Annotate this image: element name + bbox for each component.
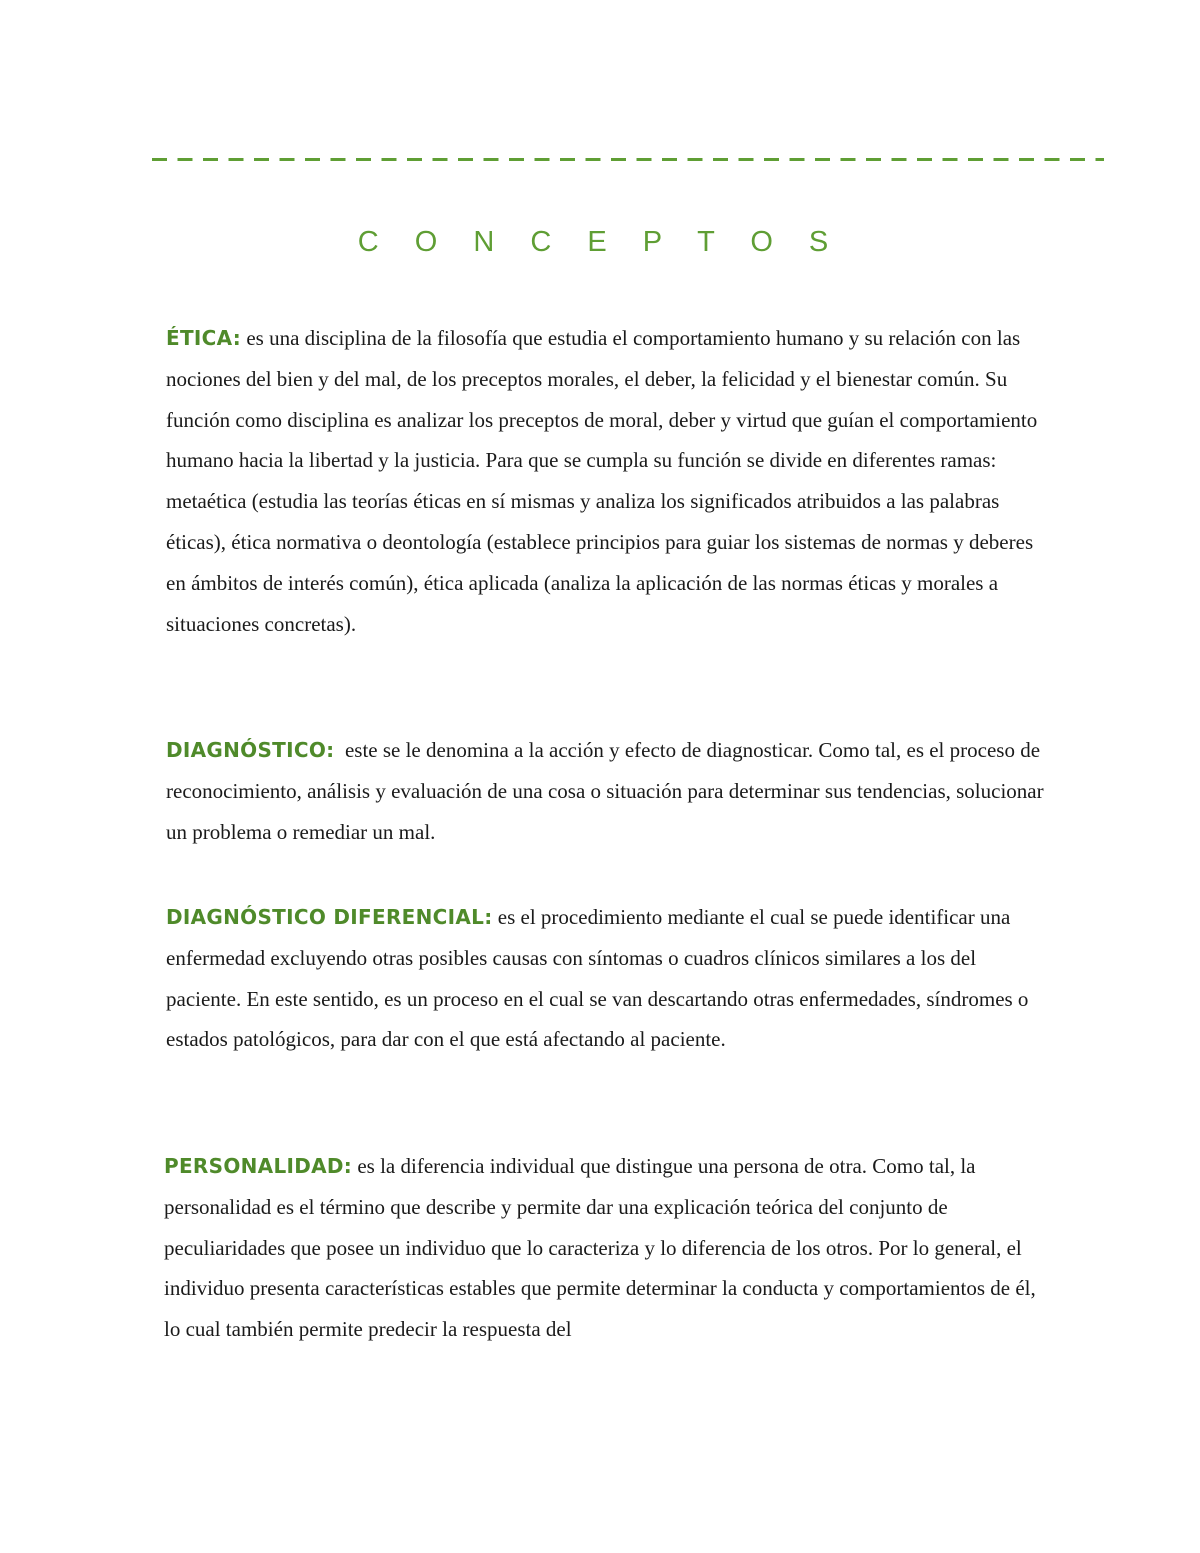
concept-definition: este se le denomina a la acción y efecto de diagnosticar. Como tal, es el proceso de reconocimiento, análisis y evaluación de una cosa o situación para determinar sus tendencias, solucionar un problema o remediar un mal.	[166, 738, 1049, 844]
concept-paragraph-diagnostico	[166, 730, 1049, 852]
concept-term: ÉTICA:	[166, 326, 242, 350]
concept-term: PERSONALIDAD:	[164, 1154, 353, 1178]
dashed-divider	[152, 158, 1104, 161]
concept-definition: es una disciplina de la filosofía que estudia el comportamiento humano y su relación con las nociones del bien y del mal, de los preceptos morales, el deber, la felicidad y el bienestar común. Su función como disciplina es analizar los preceptos de moral, deber y virtud que guían el comportamiento humano hacia la libertad y la justicia. Para que se cumpla su función se divide en diferentes ramas: metaética (estudia las teorías éticas en sí mismas y analiza los significados atribuidos a las palabras éticas), ética normativa o deontología (establece principios para guiar los sistemas de normas y deberes en ámbitos de interés común), ética aplicada (analiza la aplicación de las normas éticas y morales a situaciones concretas).	[166, 326, 1038, 636]
concept-definition: es la diferencia individual que distingue una persona de otra. Como tal, la personalidad es el término que describe y permite dar una explicación teórica del conjunto de peculiaridades que posee un individuo que lo caracteriza y lo diferencia de los otros. Por lo general, el individuo presenta características estables que permite determinar la conducta y comportamientos de él, lo cual también permite predecir la respuesta del	[164, 1154, 1036, 1342]
concept-term: DIAGNÓSTICO DIFERENCIAL:	[166, 905, 493, 929]
concept-term: DIAGNÓSTICO:	[166, 738, 335, 762]
page-title: C O N C E P T O S	[357, 226, 843, 258]
concept-paragraph-personalidad	[164, 1146, 1044, 1350]
concept-definition: es el procedimiento mediante el cual se puede identificar una enfermedad excluyendo otras posibles causas con síntomas o cuadros clínicos similares a los del paciente. En este sentido, es un proceso en el cual se van descartando otras enfermedades, síndromes o estados patológicos, para dar con el que está afectando al paciente.	[166, 905, 1029, 1052]
concept-paragraph-etica	[166, 318, 1046, 644]
concept-paragraph-diagnostico-diferencial	[166, 897, 1046, 1060]
